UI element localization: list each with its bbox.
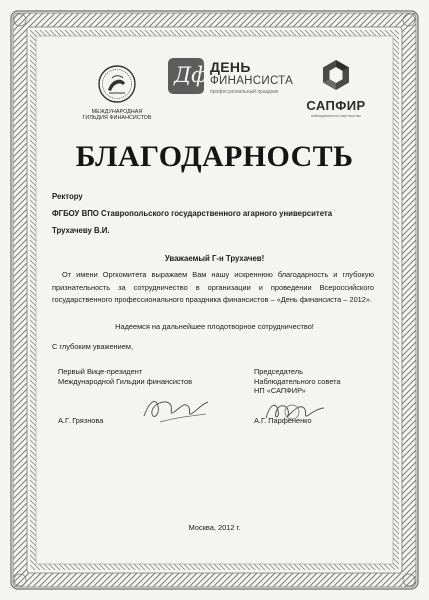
sapfir-subtitle: наблюдательное партнерство [311,114,361,118]
finday-mark-icon [168,58,208,94]
finday-logo [168,58,293,100]
place-and-date: Москва, 2012 г. [188,523,241,532]
guild-emblem-icon [97,64,137,104]
greeting: Уважаемый Г-н Трухачев! [164,254,265,263]
sapfir-name: САПФИР [306,98,366,113]
finday-word-2: ФИНАНСИСТА [210,75,294,87]
addressee-line-3: Трухачеву В.И. [52,226,110,235]
closing-wish: Надеемся на дальнейшее плодотворное сотрудничество! [115,322,314,331]
addressee-line-2: ФГБОУ ВПО Ставропольского государственного агарного университета [52,209,333,218]
signer-left-name: А.Г. Грязнова [58,416,104,425]
signature-left-icon [140,392,212,426]
signatory-left-line-1: Первый Вице-президент [58,367,143,376]
regards: С глубоким уважением, [52,342,134,351]
document-title: БЛАГОДАРНОСТЬ [75,140,354,173]
guild-caption: МЕЖДУНАРОДНАЯ ГИЛЬДИЯ ФИНАНСИСТОВ [82,109,152,122]
finday-word-1: ДЕНЬ [210,59,251,75]
sapfir-hexagon-icon [319,58,353,92]
addressee-line-1: Ректору [52,192,83,201]
finday-tagline: профессиональный праздник [210,89,279,95]
addressee-block [52,188,332,239]
signer-right-name: А.Г. Парфененко [254,416,312,425]
signatory-right-title [254,367,394,396]
signatory-left-line-2: Международной Гильдии финансистов [58,376,192,386]
signatory-right-line-3: НП «САПФИР» [254,386,306,395]
signatory-right-line-2: Наблюдательного совета [254,376,341,386]
signatory-right-line-1: Председатель [254,367,303,376]
body-paragraph: От имени Оргкомитета выражаем Вам нашу искреннюю благодарность и глубокую признательность за сотрудничество в организации и проведении Всероссийского государственного профессионального праздника финансистов – «День финансиста – 2012». [52,270,374,304]
guild-logo [80,64,154,121]
finday-mark-letters: Дф [174,63,208,87]
sapfir-logo [300,58,372,118]
signatory-left-title [58,367,208,386]
